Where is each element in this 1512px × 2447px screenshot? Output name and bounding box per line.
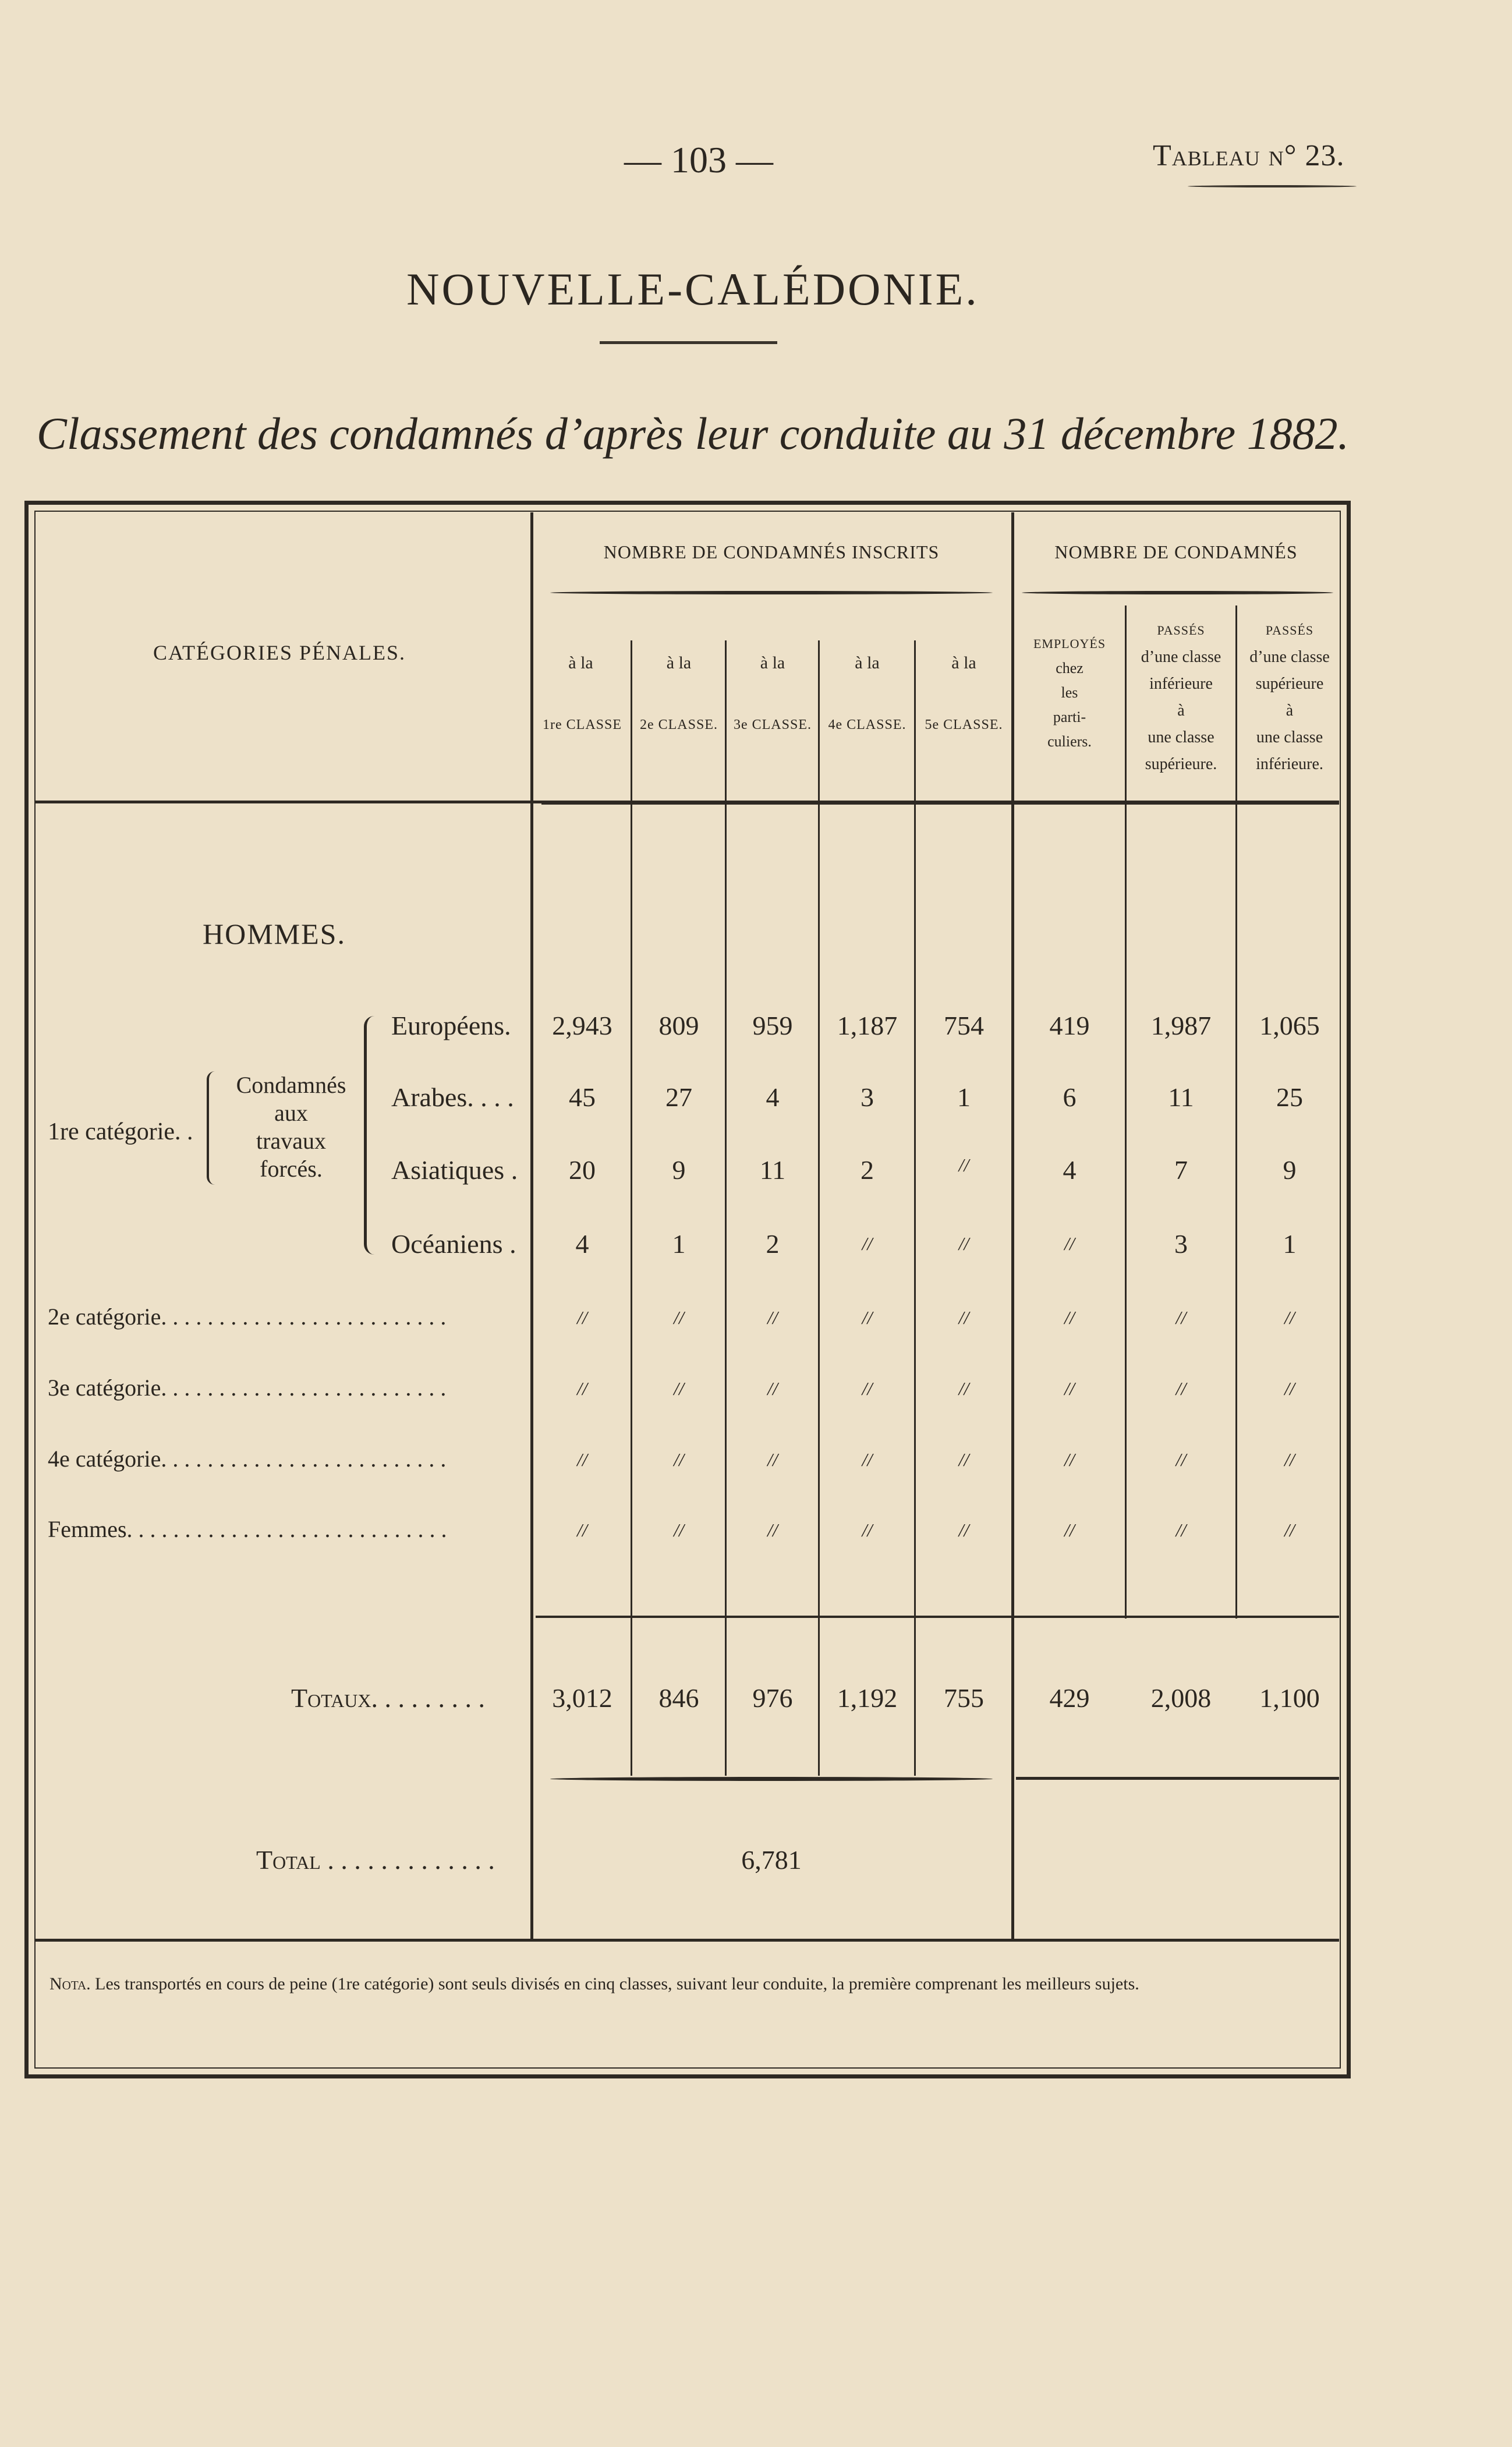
col-employes-header [1014,632,1125,754]
condamnes-travaux-block [221,1071,361,1183]
cell: // [674,1307,684,1328]
cell: 754 [944,1011,984,1040]
employes-line: culiers. [1047,733,1092,750]
employes-line: les [1061,684,1078,701]
passes-line: d’une classe [1249,648,1330,666]
row-label: 3e catégorie. . . . . . . . . . . . . . . . . . . . . . . . . [48,1375,447,1401]
cell: 1,187 [837,1011,898,1040]
total-cell: 3,012 [552,1683,612,1713]
employes-line: chez [1056,660,1083,677]
cell: // [1284,1449,1295,1470]
cell: 45 [569,1082,596,1112]
cell: // [1175,1449,1187,1470]
corner-label: CATÉGORIES PÉNALES. [153,641,406,664]
cell: 25 [1276,1082,1303,1112]
class-prefix: à la [666,653,692,672]
cell: // [1175,1378,1187,1399]
class-2: 2e CLASSE. [639,717,718,732]
total-brace-inscrits [550,1777,993,1781]
class-1: 1re CLASSE [543,717,622,732]
cell: // [1175,1520,1187,1541]
cell: 27 [665,1082,692,1112]
total-cell: 1,192 [837,1683,898,1713]
vline-c1 [631,640,632,1776]
cell: // [767,1307,778,1328]
cell: // [862,1520,873,1541]
passes-line: une classe [1256,728,1323,746]
cell: // [1284,1307,1295,1328]
class-prefix: à la [951,653,976,672]
tabref-underline [1188,185,1357,187]
brace-condamnes [1022,591,1333,594]
passes-line: d’une classe [1141,648,1221,666]
total-value: 6,781 [741,1845,802,1875]
cell: // [1064,1233,1075,1254]
cell: 419 [1049,1011,1090,1040]
cell: 11 [1168,1082,1194,1112]
condamnes-line: aux [274,1100,308,1126]
row-label: Européens. [391,1011,511,1040]
row-label: 4e catégorie. . . . . . . . . . . . . . . . . . . . . . . . . [48,1446,447,1472]
cell: // [958,1155,969,1175]
cell: // [674,1378,684,1399]
cell: // [1284,1378,1295,1399]
employes-line: EMPLOYÉS [1033,636,1106,651]
cell: 2 [766,1229,780,1259]
condamnes-line: Condamnés [236,1072,346,1098]
cell: // [577,1449,587,1470]
cell: // [958,1233,969,1254]
cell: 9 [1283,1155,1297,1185]
condamnes-line: forcés. [260,1156,323,1182]
col-passes-sup-header [1127,617,1235,778]
nota-label: Nota. [49,1974,91,1993]
cell: // [577,1378,587,1399]
passes-line: à [1177,702,1185,720]
total-cell: 976 [752,1683,793,1713]
premiere-categorie-label: 1re catégorie. . [48,1118,193,1145]
cell: // [1064,1520,1075,1541]
cell: // [767,1449,778,1470]
cell: 7 [1174,1155,1188,1185]
section-hommes: HOMMES. [203,918,346,950]
totaux-label: Totaux. . . . . . . . . [291,1683,486,1713]
class-5: 5e CLASSE. [925,717,1003,732]
row-label: 2e catégorie. . . . . . . . . . . . . . . . . . . . . . . . . [48,1304,447,1330]
cell: // [674,1520,684,1541]
cell: // [577,1307,587,1328]
cell: 1,987 [1150,1011,1212,1040]
totals-rule [536,1616,1339,1618]
cell: 2 [861,1155,874,1185]
class-prefix: à la [855,653,880,672]
cell: 9 [672,1155,686,1185]
page-title: NOUVELLE-CALÉDONIE. [406,264,979,314]
cell: 1,065 [1259,1011,1320,1040]
cell: // [862,1378,873,1399]
nota [49,1973,1336,1996]
cell: 4 [1063,1155,1077,1185]
cell: // [958,1378,969,1399]
cell: // [862,1307,873,1328]
cell: 4 [766,1082,780,1112]
total-cell: 429 [1049,1683,1090,1713]
passes-line: PASSÉS [1157,623,1205,638]
total-cell: 755 [944,1683,984,1713]
vline-c2 [725,640,727,1776]
row-label: Océaniens . [391,1229,516,1259]
row-label: Femmes. . . . . . . . . . . . . . . . . . . . . . . . . . . . [48,1516,447,1542]
total-cell: 2,008 [1150,1683,1212,1713]
cell: 20 [569,1155,596,1185]
nota-rule [35,1939,1339,1942]
passes-line: inférieure [1149,675,1213,693]
group-inscrits-label: NOMBRE DE CONDAMNÉS INSCRITS [603,541,940,562]
passes-line: supérieure [1255,675,1324,693]
left-brace [207,1071,217,1185]
cell: // [862,1233,873,1254]
cell: // [1064,1449,1075,1470]
vline-c4 [914,640,916,1776]
cell: 3 [861,1082,874,1112]
condamnes-line: travaux [256,1128,326,1154]
cell: // [767,1378,778,1399]
cell: // [958,1449,969,1470]
passes-line: supérieure. [1145,755,1217,773]
total-rule-condamnes [1016,1777,1339,1780]
cell: 1 [672,1229,686,1259]
group-condamnes-label: NOMBRE DE CONDAMNÉS [1054,541,1298,562]
cell: // [577,1520,587,1541]
cell: // [1175,1307,1187,1328]
cell: 3 [1174,1229,1188,1259]
cell: // [958,1307,969,1328]
class-3: 3e CLASSE. [733,717,812,732]
cell: // [767,1520,778,1541]
right-brace [364,1016,377,1255]
total-label: Total . . . . . . . . . . . . . [256,1845,495,1875]
passes-line: inférieure. [1256,755,1323,773]
total-cell: 1,100 [1259,1683,1320,1713]
passes-line: une classe [1148,728,1214,746]
row-label: Arabes. . . . [391,1082,514,1112]
class-prefix: à la [760,653,785,672]
cell: 4 [575,1229,589,1259]
col-rules-top [541,802,1339,805]
title-rule [600,341,777,344]
class-prefix: à la [568,653,593,672]
brace-inscrits [550,591,993,594]
total-cell: 846 [658,1683,699,1713]
cell: 809 [658,1011,699,1040]
cell: 959 [752,1011,793,1040]
nota-text: Les transportés en cours de peine (1re catégorie) sont seuls divisés en cinq classes, suivant leur conduite, la première comprenant les meilleurs sujets. [95,1974,1139,1993]
cell: // [1064,1378,1075,1399]
vline-c3 [818,640,820,1776]
cell: // [862,1449,873,1470]
passes-line: PASSÉS [1265,623,1314,638]
cell: 6 [1063,1082,1077,1112]
row-label: Asiatiques . [391,1155,518,1185]
passes-line: à [1286,702,1294,720]
cell: // [1064,1307,1075,1328]
employes-line: parti- [1053,709,1086,725]
cell: 1 [957,1082,971,1112]
page-subtitle: Classement des condamnés d’après leur conduite au 31 décembre 1882. [36,408,1350,459]
cell: // [1284,1520,1295,1541]
cell: // [674,1449,684,1470]
cell: // [958,1520,969,1541]
page-number: — 103 — [624,139,773,180]
cell: 11 [759,1155,786,1185]
class-4: 4e CLASSE. [828,717,907,732]
cell: 2,943 [552,1011,612,1040]
table-reference: Tableau n° 23. [1153,139,1345,172]
cell: 1 [1283,1229,1297,1259]
col-passes-inf-header [1237,617,1342,778]
